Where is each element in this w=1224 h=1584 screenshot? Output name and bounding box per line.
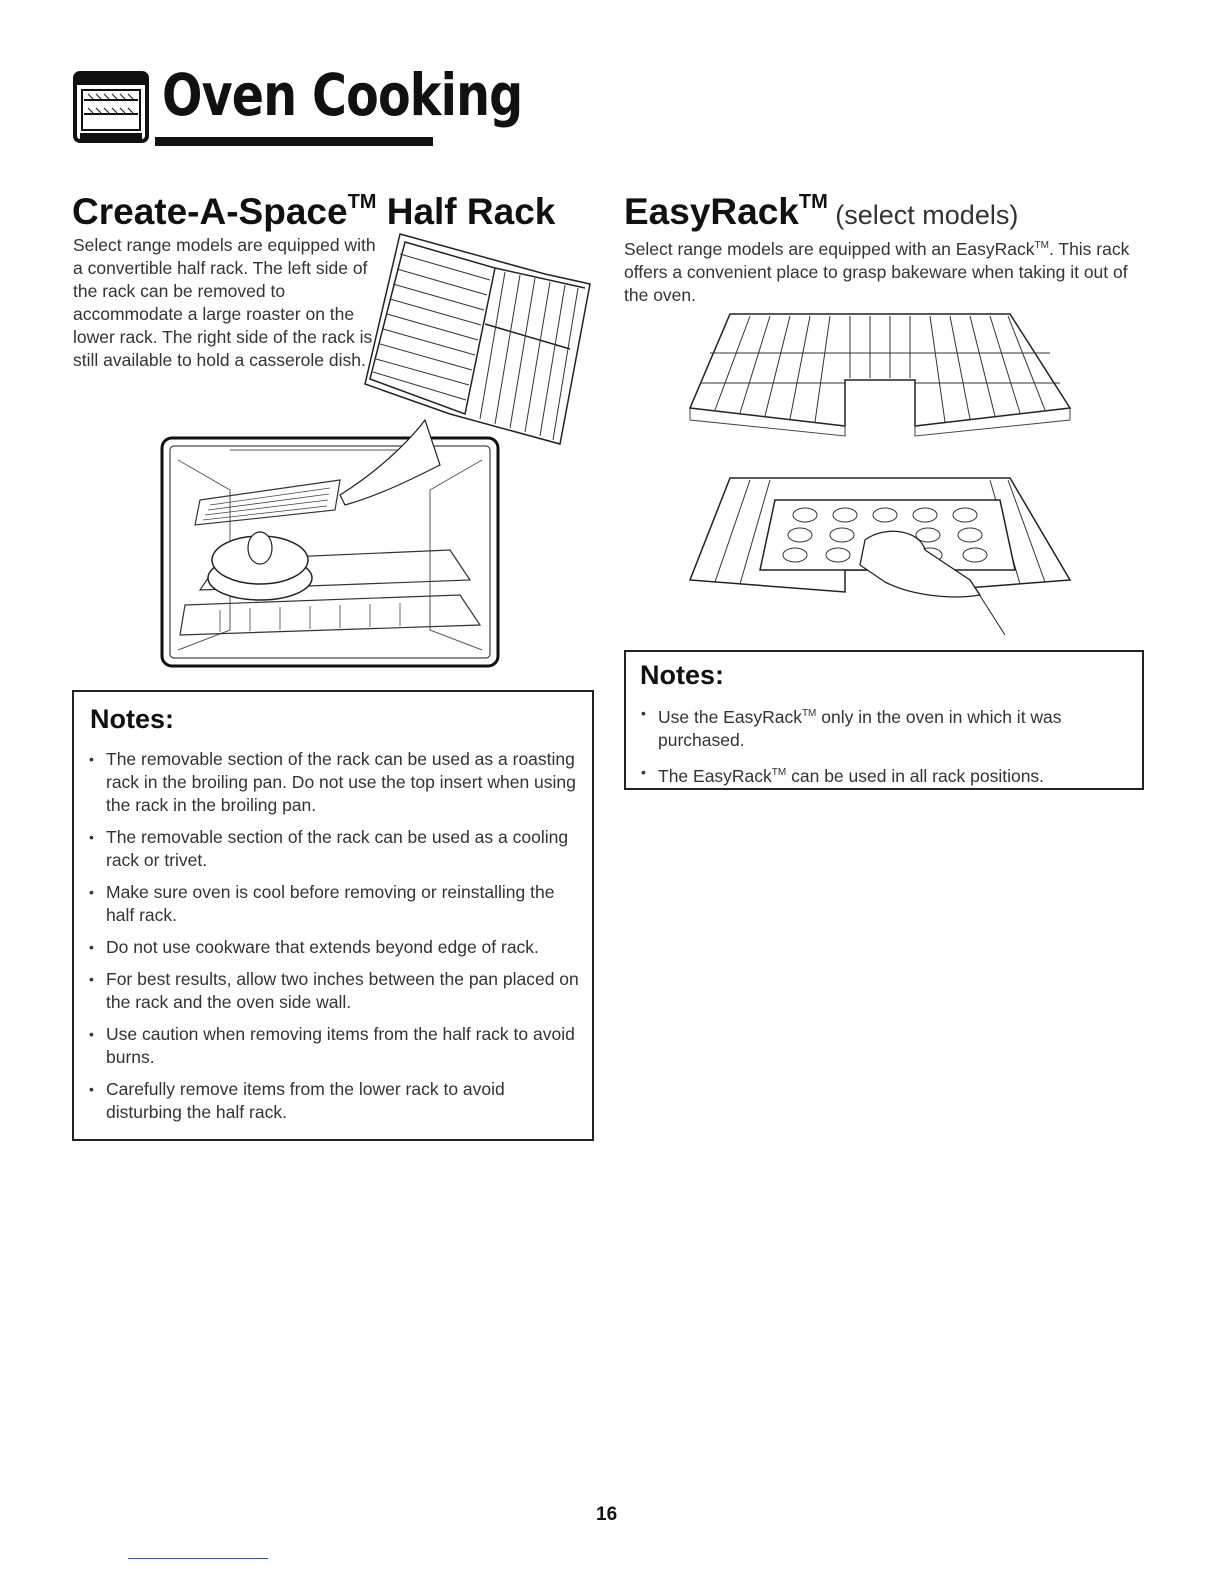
easyrack-illustration: [670, 308, 1090, 438]
note-text: The EasyRack: [658, 766, 772, 786]
trademark-mark: TM: [801, 708, 817, 719]
intro-text: Select range models are equipped with an EasyRack: [624, 239, 1035, 259]
easyrack-notes-box: [624, 650, 1144, 790]
heading-text-rest: Half Rack: [376, 191, 556, 232]
heading-text: Create-A-Space: [72, 191, 348, 232]
notes-title: Notes:: [90, 704, 175, 734]
easyrack-notes-list: [638, 702, 1134, 797]
heading-subtitle: (select models): [827, 200, 1019, 230]
trademark-mark: TM: [1034, 240, 1049, 251]
intro-text-rest: . This rack offers a convenient place to grasp bakeware when taking it out of the oven.: [624, 239, 1130, 305]
page-title: Oven Cooking: [162, 61, 523, 129]
list-item: • Carefully remove items from the lower rack to avoid disturbing the half rack.: [86, 1078, 582, 1124]
note-text-rest: only in the oven in which it was purchased.: [658, 707, 1062, 750]
trademark-mark: TM: [798, 191, 828, 213]
list-item: • The removable section of the rack can be used as a cooling rack or trivet.: [86, 826, 582, 872]
trademark-mark: TM: [771, 767, 787, 778]
easyrack-baking-sheet-illustration: [670, 470, 1090, 645]
footer-rule: [128, 1558, 268, 1559]
list-item: • For best results, allow two inches between the pan placed on the rack and the oven side wall.: [86, 968, 582, 1014]
trademark-mark: TM: [347, 191, 377, 213]
half-rack-notes-box: [72, 690, 594, 1141]
notes-title: Notes:: [640, 660, 725, 690]
half-rack-intro: Select range models are equipped with a convertible half rack. The left side of the rack can be removed to accommodate a large roaster on the lower rack. The right side of the rack is still available to hold a casserole dish.: [73, 235, 376, 370]
oven-icon: [72, 70, 152, 148]
title-underline: [155, 137, 433, 146]
note-text: Use the EasyRack: [658, 707, 802, 727]
list-item: [638, 702, 1134, 752]
easyrack-intro: [624, 234, 1134, 307]
note-text-rest: can be used in all rack positions.: [786, 766, 1045, 786]
page-number: 16: [596, 1504, 618, 1525]
oven-interior-illustration: [160, 410, 500, 670]
easyrack-heading: [624, 180, 1018, 237]
list-item: • Use caution when removing items from the half rack to avoid burns.: [86, 1023, 582, 1069]
list-item: • The removable section of the rack can be used as a roasting rack in the broiling pan. Do not use the top insert when using the rack in the broiling pan.: [86, 748, 582, 817]
list-item: [638, 761, 1134, 788]
heading-text: EasyRack: [624, 191, 799, 232]
half-rack-notes-list: [86, 748, 582, 1133]
list-item: • Make sure oven is cool before removing or reinstalling the half rack.: [86, 881, 582, 927]
list-item: • Do not use cookware that extends beyond edge of rack.: [86, 936, 582, 959]
